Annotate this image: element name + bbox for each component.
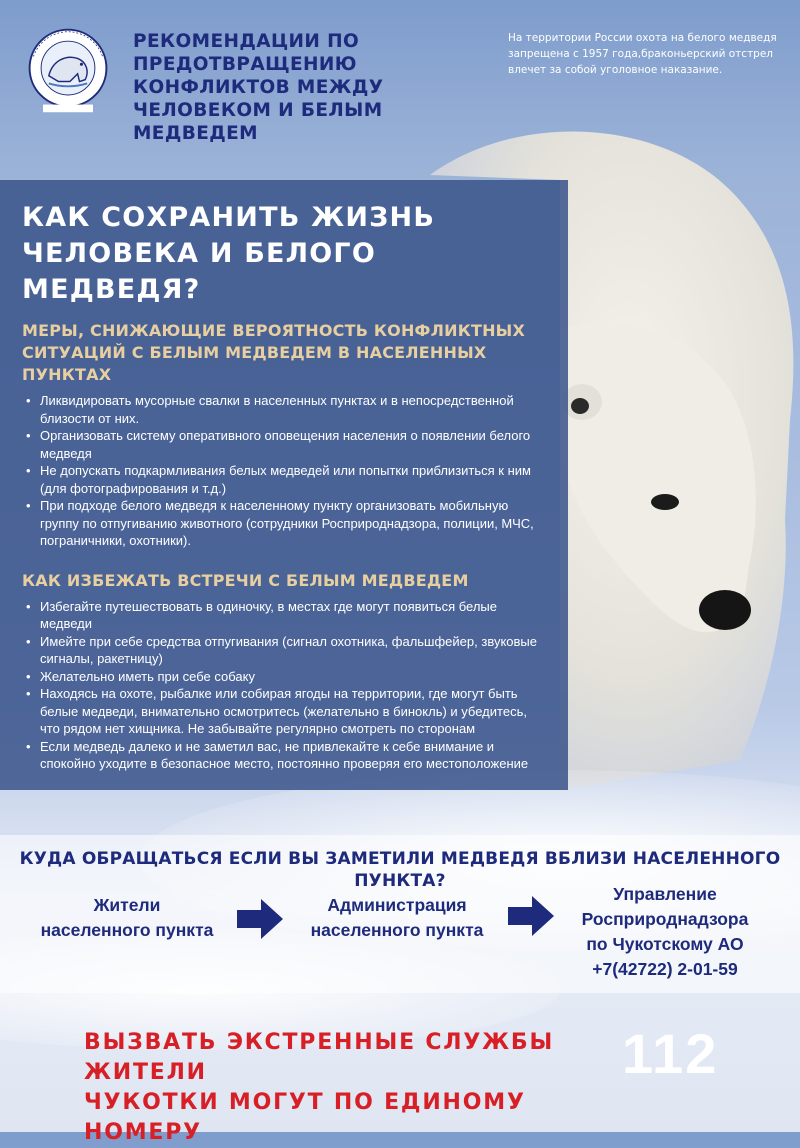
list-item: • Организовать систему оперативного оповещения населения о появлении белого медведя [22, 427, 546, 462]
emergency-text [84, 1028, 584, 1148]
measures-list [22, 392, 546, 550]
section-title-measures: МЕРЫ, СНИЖАЮЩИЕ ВЕРОЯТНОСТЬ КОНФЛИКТНЫХ СИТУАЦИЙ С БЕЛЫМ МЕДВЕДЕМ В НАСЕЛЕННЫХ ПУНКТАХ [22, 321, 525, 384]
step-line: Жители [93, 895, 161, 915]
list-item: • Имейте при себе средства отпугивания (сигнал охотника, фальшфейер, звуковые сигналы, ракетницу) [22, 633, 546, 668]
emergency-line: ВЫЗВАТЬ ЭКСТРЕННЫЕ СЛУЖБЫ ЖИТЕЛИ [84, 1030, 555, 1085]
contact-title: КУДА ОБРАЩАТЬСЯ ЕСЛИ ВЫ ЗАМЕТИЛИ МЕДВЕДЯ ВБЛИЗИ НАСЕЛЕННОГО ПУНКТА? [19, 849, 781, 891]
main-title: КАК СОХРАНИТЬ ЖИЗНЬ ЧЕЛОВЕКА И БЕЛОГО МЕДВЕДЯ? [22, 202, 436, 305]
right-arrow-icon [237, 899, 283, 939]
right-arrow-icon [508, 896, 554, 936]
step-line: Управление [613, 884, 717, 904]
step-rosprirodnadzor [560, 882, 770, 982]
hunting-ban-note: На территории России охота на белого медведя запрещена с 1957 года,браконьерский отстрел влечет за собой уголовное наказание. [508, 32, 777, 76]
reserve-logo [20, 22, 116, 118]
list-item: • Находясь на охоте, рыбалке или собирая ягоды на территории, где могут быть белые медведи, внимательно осмотритесь (желательно в бинокль) и убедитесь, что рядом нет хищника. Не забывайте регулярно смотреть по сторонам [22, 685, 546, 738]
recommendations-panel [0, 180, 568, 790]
header-title: РЕКОМЕНДАЦИИ ПО ПРЕДОТВРАЩЕНИЮ КОНФЛИКТОВ МЕЖДУ ЧЕЛОВЕКОМ И БЕЛЫМ МЕДВЕДЕМ [133, 31, 384, 144]
step-line: Росприроднадзора [581, 909, 749, 929]
list-item: • Избегайте путешествовать в одиночку, в местах где могут появиться белые медведи [22, 598, 546, 633]
step-administration [288, 893, 506, 943]
emergency-line: ЧУКОТКИ МОГУТ ПО ЕДИНОМУ НОМЕРУ [84, 1090, 526, 1145]
step-line: по Чукотскому АО [586, 934, 744, 954]
section-title-avoid: КАК ИЗБЕЖАТЬ ВСТРЕЧИ С БЕЛЫМ МЕДВЕДЕМ [22, 570, 469, 590]
step-line: Администрация [327, 895, 467, 915]
step-line: населенного пункта [40, 920, 214, 940]
list-item: • Не допускать подкармливания белых медведей или попытки приблизиться к ним (для фотографирования и т.д.) [22, 462, 546, 497]
step-line: населенного пункта [310, 920, 484, 940]
step-residents [22, 893, 232, 943]
emergency-number: 112 [622, 1022, 719, 1085]
phone-number: +7(42722) 2-01-59 [592, 959, 738, 979]
list-item: • Если медведь далеко и не заметил вас, не привлекайте к себе внимание и спокойно уходите в безопасное место, постоянно проверяя его местоположение [22, 738, 546, 773]
list-item: • При подходе белого медведя к населенному пункту организовать мобильную группу по отпугиванию животного (сотрудники Росприроднадзора, полиции, МЧС, пограничники, охотники). [22, 497, 546, 550]
avoid-list [22, 598, 546, 773]
list-item: • Желательно иметь при себе собаку [22, 668, 546, 686]
list-item: • Ликвидировать мусорные свалки в населенных пунктах и в непосредственной близости от них. [22, 392, 546, 427]
